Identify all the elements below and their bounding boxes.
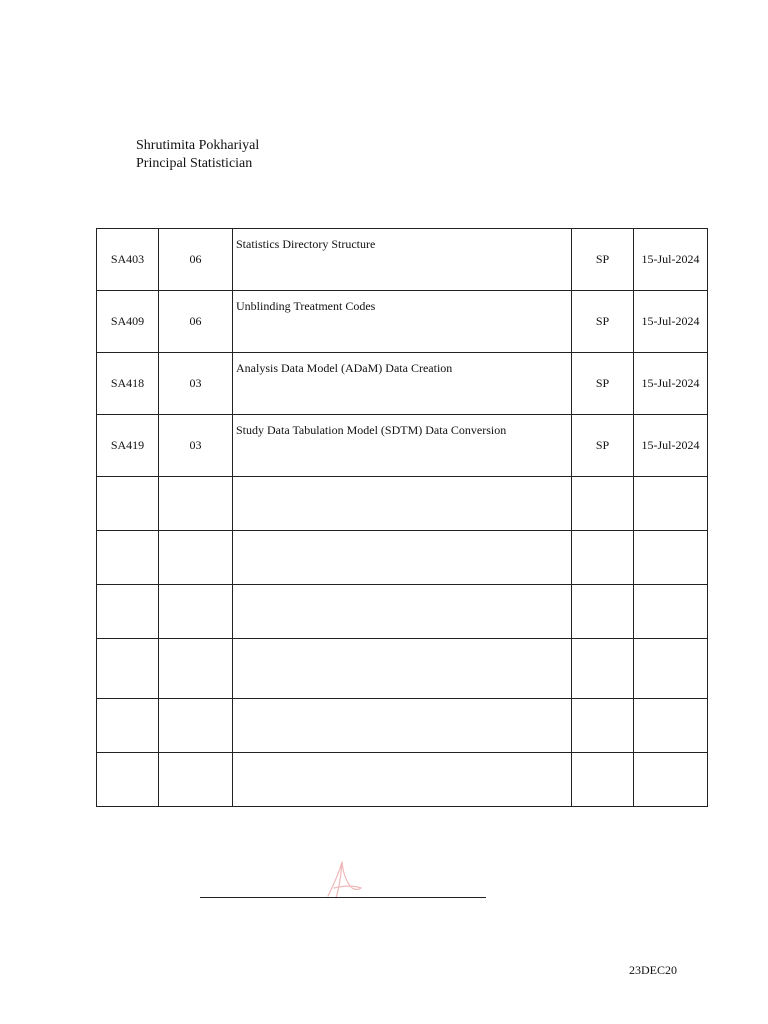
signature-mark-stroke <box>328 862 361 898</box>
signatory-block <box>136 137 259 173</box>
empty-cell <box>97 699 159 753</box>
empty-cell <box>233 639 572 699</box>
date-cell: 15-Jul-2024 <box>634 291 708 353</box>
empty-cell <box>572 477 634 531</box>
version-cell: 06 <box>159 291 233 353</box>
version-cell: 06 <box>159 229 233 291</box>
sop-title-cell: Study Data Tabulation Model (SDTM) Data Conversion <box>233 415 572 477</box>
empty-cell <box>233 531 572 585</box>
sop-id-cell: SA409 <box>97 291 159 353</box>
initials-cell: SP <box>572 415 634 477</box>
empty-cell <box>572 585 634 639</box>
empty-cell <box>634 639 708 699</box>
empty-table-row <box>97 753 708 807</box>
table-row <box>97 291 708 353</box>
empty-cell <box>97 585 159 639</box>
empty-table-row <box>97 531 708 585</box>
empty-cell <box>159 531 233 585</box>
empty-cell <box>572 639 634 699</box>
empty-table-row <box>97 639 708 699</box>
empty-cell <box>572 699 634 753</box>
sop-title-cell: Statistics Directory Structure <box>233 229 572 291</box>
empty-cell <box>233 753 572 807</box>
signature-line <box>200 897 486 898</box>
sop-id-cell: SA419 <box>97 415 159 477</box>
table-row <box>97 229 708 291</box>
empty-cell <box>97 753 159 807</box>
signatory-title: Principal Statistician <box>136 156 253 171</box>
empty-cell <box>634 753 708 807</box>
empty-table-row <box>97 699 708 753</box>
empty-cell <box>233 699 572 753</box>
empty-cell <box>233 585 572 639</box>
initials-cell: SP <box>572 291 634 353</box>
empty-cell <box>97 531 159 585</box>
sop-id-cell: SA403 <box>97 229 159 291</box>
date-cell: 15-Jul-2024 <box>634 353 708 415</box>
sop-id-cell: SA418 <box>97 353 159 415</box>
empty-cell <box>159 753 233 807</box>
empty-cell <box>159 699 233 753</box>
initials-cell: SP <box>572 353 634 415</box>
empty-cell <box>634 585 708 639</box>
document-version-code: 23DEC20 <box>629 963 677 977</box>
version-cell: 03 <box>159 353 233 415</box>
empty-cell <box>572 753 634 807</box>
signature-mark-icon <box>322 858 364 900</box>
sop-title-cell: Unblinding Treatment Codes <box>233 291 572 353</box>
empty-cell <box>634 477 708 531</box>
empty-cell <box>634 699 708 753</box>
empty-table-row <box>97 477 708 531</box>
table-row <box>97 415 708 477</box>
initials-cell: SP <box>572 229 634 291</box>
sop-title-cell: Analysis Data Model (ADaM) Data Creation <box>233 353 572 415</box>
empty-cell <box>159 585 233 639</box>
empty-cell <box>97 477 159 531</box>
sop-table <box>96 228 708 807</box>
empty-cell <box>159 639 233 699</box>
table-row <box>97 353 708 415</box>
date-cell: 15-Jul-2024 <box>634 415 708 477</box>
empty-table-row <box>97 585 708 639</box>
empty-cell <box>634 531 708 585</box>
empty-cell <box>572 531 634 585</box>
empty-cell <box>159 477 233 531</box>
empty-cell <box>233 477 572 531</box>
empty-cell <box>97 639 159 699</box>
version-cell: 03 <box>159 415 233 477</box>
signatory-name: Shrutimita Pokhariyal <box>136 138 260 153</box>
date-cell: 15-Jul-2024 <box>634 229 708 291</box>
